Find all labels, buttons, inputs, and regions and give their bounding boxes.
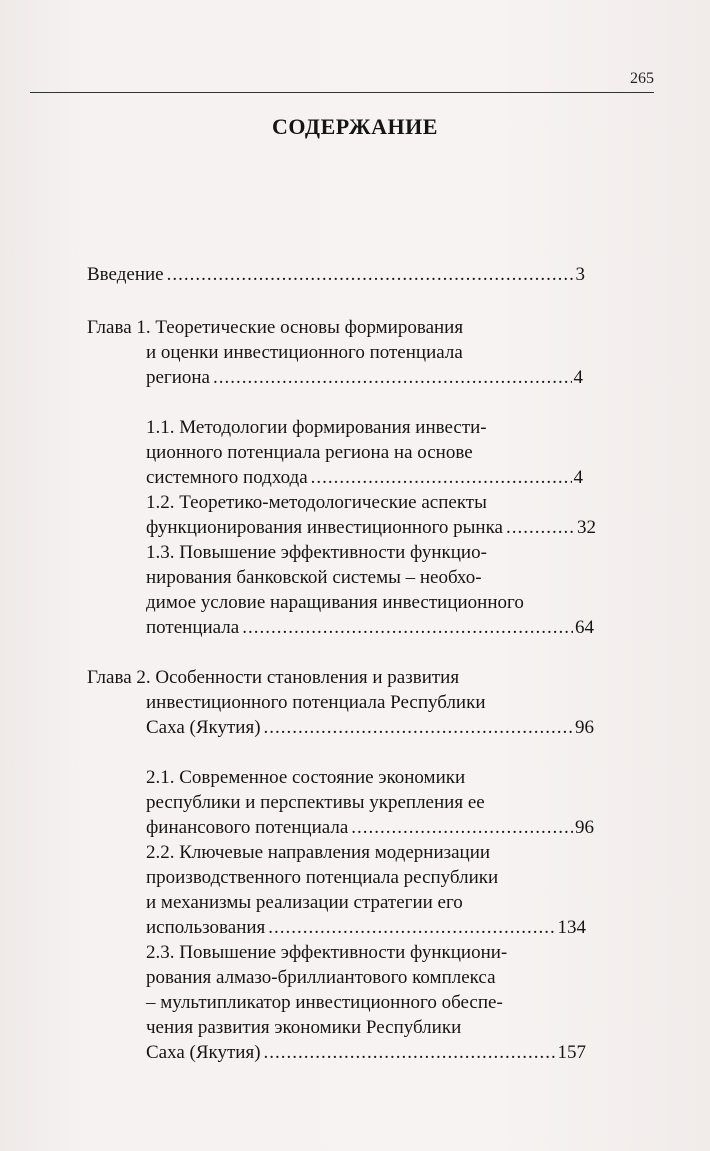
toc-page-number: 4 [573,367,583,388]
toc-entry-text: Саха (Якутия) [146,717,261,738]
dot-leader [351,815,573,840]
header-rule [30,92,654,93]
toc-entry-chapter-2[interactable]: Глава 2. Особенности становления и развития [87,667,460,688]
toc-entry-text: использования [146,917,266,938]
toc-entry-text: финансового потенциала [146,817,349,838]
toc-entry-text: производственного потенциала республики [146,867,499,888]
dot-leader [268,915,555,940]
toc-entry-section-1-3[interactable]: 1.3. Повышение эффективности функцио- [146,542,487,563]
dot-leader [213,365,572,390]
toc-entry-section-2-1-end [146,815,594,840]
toc-entry-section-2-2-end [146,915,586,940]
toc-entry-text: Введение [87,264,164,285]
toc-entry-text: функционирования инвестиционного рынка [146,517,503,538]
toc-entry-text: нирования банковской системы – необхо- [146,567,482,588]
toc-entry-introduction[interactable] [87,262,585,287]
toc-page-number: 32 [577,517,596,538]
toc-entry-chapter-2-end [146,715,594,740]
toc-entry-chapter-1[interactable]: Глава 1. Теоретические основы формирования [87,317,464,338]
toc-page-number: 4 [573,467,583,488]
toc-entry-text: – мультипликатор инвестиционного обеспе- [146,992,503,1013]
toc-entry-section-2-3-end [146,1040,586,1065]
page-number: 265 [630,70,654,87]
dot-leader [242,615,573,640]
toc-page-number: 134 [557,917,586,938]
toc-entry-text: димое условие наращивания инвестиционного [146,592,524,613]
toc-entry-text: инвестиционного потенциала Республики [146,692,486,713]
toc-entry-text: Саха (Якутия) [146,1042,261,1063]
dot-leader [311,465,572,490]
toc-entry-section-1-2-end [146,515,596,540]
toc-entry-text: чения развития экономики Республики [146,1017,462,1038]
toc-entry-text: и оценки инвестиционного потенциала [146,342,463,363]
toc-entry-text: республики и перспективы укрепления ее [146,792,485,813]
dot-leader [264,715,573,740]
toc-entry-section-2-1[interactable]: 2.1. Современное состояние экономики [146,767,466,788]
toc-entry-text: ционного потенциала региона на основе [146,442,473,463]
toc-entry-section-1-3-end [146,615,594,640]
dot-leader [167,262,574,287]
toc-page-number: 64 [575,617,594,638]
dot-leader [506,515,575,540]
toc-page-number: 157 [557,1042,586,1063]
toc-entry-section-2-2[interactable]: 2.2. Ключевые направления модернизации [146,842,491,863]
toc-entry-section-1-1-end [146,465,583,490]
toc-entry-section-1-1[interactable]: 1.1. Методологии формирования инвести- [146,417,487,438]
toc-page-number: 3 [575,264,585,285]
toc-entry-text: региона [146,367,210,388]
toc-page-number: 96 [575,717,594,738]
page-title: СОДЕРЖАНИЕ [272,114,438,139]
toc-entry-text: потенциала [146,617,240,638]
toc-entry-chapter-1-end [146,365,583,390]
toc-entry-text: рования алмазо-бриллиантового комплекса [146,967,496,988]
toc-page-number: 96 [575,817,594,838]
toc-entry-text: системного подхода [146,467,308,488]
toc-entry-section-2-3[interactable]: 2.3. Повышение эффективности функциони- [146,942,508,963]
toc-entry-text: и механизмы реализации стратегии его [146,892,463,913]
toc-entry-section-1-2[interactable]: 1.2. Теоретико-методологические аспекты [146,492,487,513]
dot-leader [264,1040,556,1065]
